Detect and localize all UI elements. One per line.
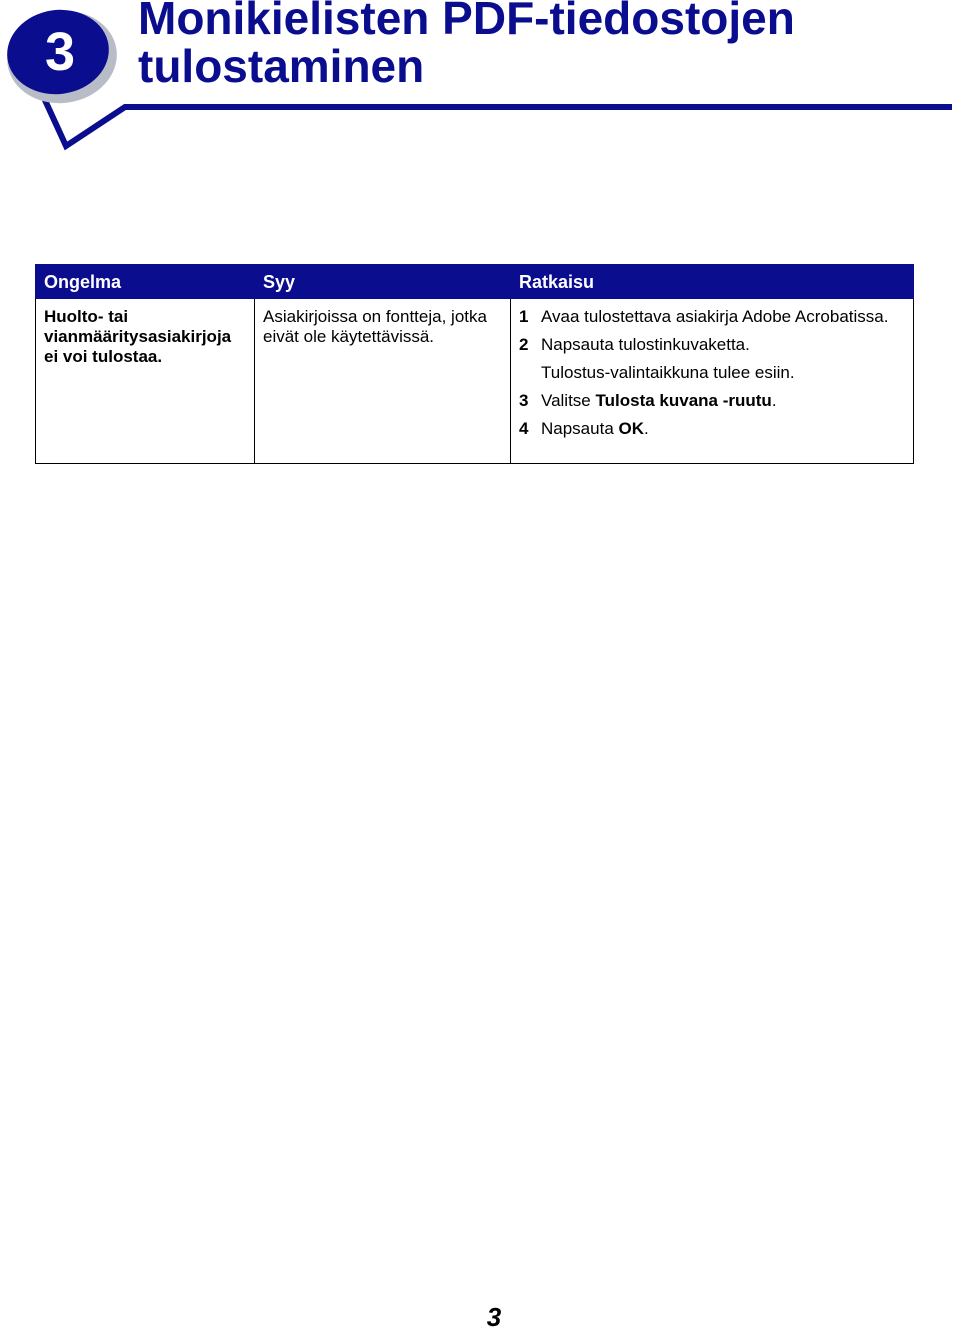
- step-text-plain: Napsauta: [541, 419, 619, 438]
- solution-steps: [519, 307, 905, 439]
- problem-cell: Huolto- tai vianmääritysasiakirjoja ei voi tulostaa.: [36, 299, 255, 464]
- step-2-note: Tulostus-valintaikkuna tulee esiin.: [541, 363, 795, 382]
- step-number: 1: [519, 307, 529, 326]
- step-number: 2: [519, 335, 529, 354]
- page-title-line-1: Monikielisten PDF-tiedostojen: [138, 0, 795, 44]
- troubleshooting-table: [35, 264, 914, 464]
- step-2: [519, 335, 905, 355]
- page-number: 3: [486, 1302, 502, 1332]
- step-text-bold: OK: [618, 419, 644, 438]
- step-text-plain: .: [771, 391, 777, 410]
- table-row: [36, 299, 914, 464]
- checkmark-line: [44, 98, 952, 146]
- column-header-solution: Ratkaisu: [511, 265, 914, 299]
- solution-cell: [511, 299, 914, 464]
- step-text: Avaa tulostettava asiakirja Adobe Acrobatissa.: [541, 307, 889, 326]
- step-text: Napsauta tulostinkuvaketta.: [541, 335, 750, 354]
- step-text: [541, 419, 905, 439]
- column-header-problem: Ongelma: [36, 265, 255, 299]
- page-title-line-2: tulostaminen: [138, 40, 425, 92]
- step-text-bold: Tulosta kuvana -ruutu: [595, 391, 772, 410]
- table-header-row: [36, 265, 914, 299]
- step-1: [519, 307, 905, 327]
- column-header-cause: Syy: [255, 265, 511, 299]
- page-title: [138, 0, 938, 90]
- step-text: [541, 391, 905, 411]
- step-number: 3: [519, 391, 529, 410]
- chapter-number: 3: [44, 22, 76, 82]
- cause-cell: Asiakirjoissa on fontteja, jotka eivät ole käytettävissä.: [255, 299, 511, 464]
- step-text-plain: Valitse: [541, 391, 596, 410]
- step-text-plain: .: [644, 419, 649, 438]
- step-number: 4: [519, 419, 529, 438]
- step-3: [519, 391, 905, 411]
- step-4: [519, 419, 905, 439]
